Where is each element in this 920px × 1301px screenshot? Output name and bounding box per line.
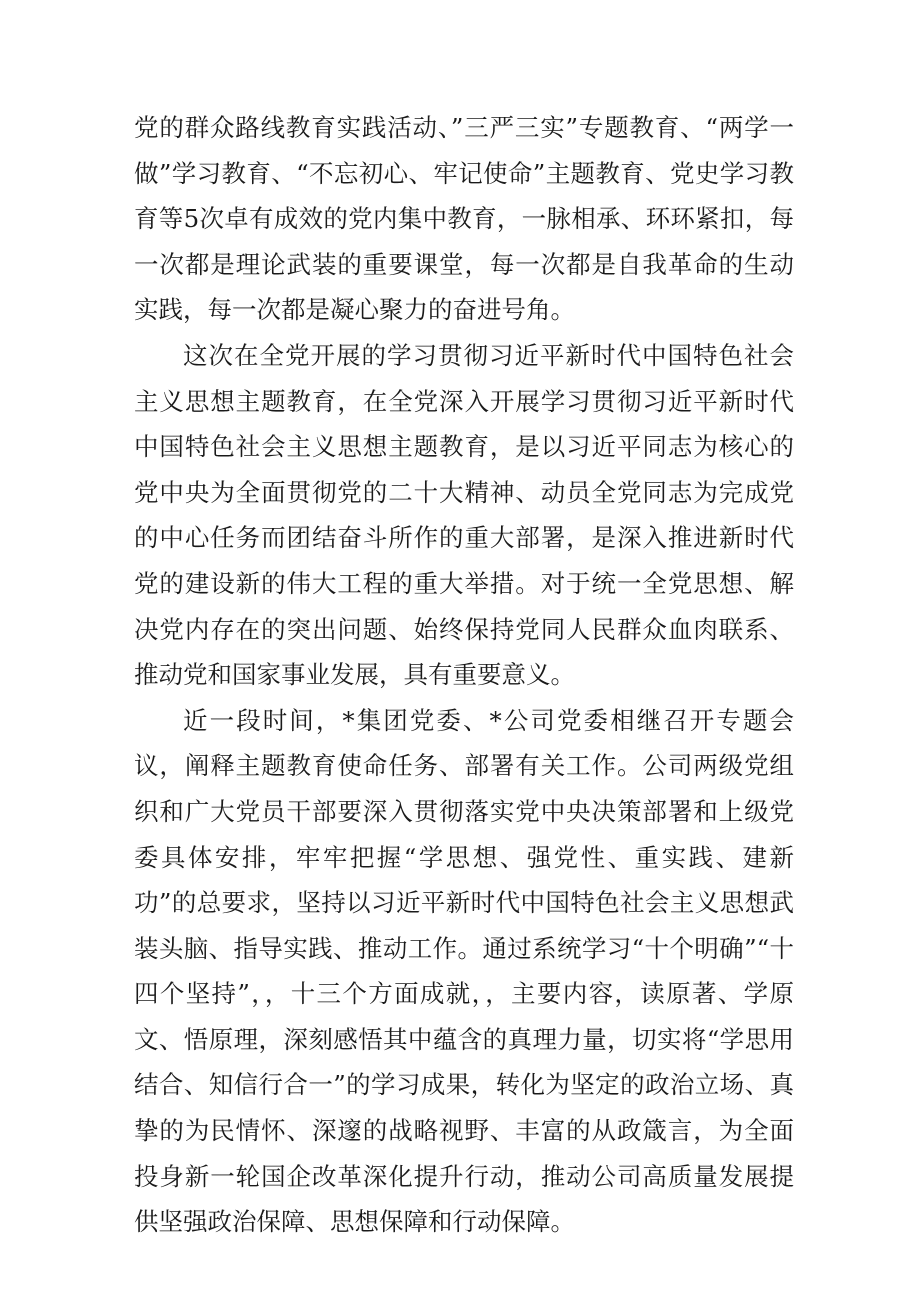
document-body xyxy=(134,105,794,1245)
paragraph-theme-education: 这次在全党开展的学习贯彻习近平新时代中国特色社会主义思想主题教育，在全党深入开展学习贯彻习近平新时代中国特色社会主义思想主题教育，是以习近平同志为核心的党中央为全面贯彻党的二十大精神、动员全党同志为完成党的中心任务而团结奋斗所作的重大部署，是深入推进新时代党的建设新的伟大工程的重大举措。对于统一全党思想、解决党内存在的突出问题、始终保持党同人民群众血肉联系、推动党和国家事业发展，具有重要意义。 xyxy=(134,340,794,690)
paragraph-company-deployment: 近一段时间，*集团党委、*公司党委相继召开专题会议，阐释主题教育使命任务、部署有关工作。公司两级党组织和广大党员干部要深入贯彻落实党中央决策部署和上级党委具体安排，牢牢把握“学思想、强党性、重实践、建新功”的总要求，坚持以习近平新时代中国特色社会主义思想武装头脑、指导实践、推动工作。通过系统学习“十个明确”“十四个坚持”，，十三个方面成就，，主要内容，读原著、学原文、悟原理，深刻感悟其中蕴含的真理力量，切实将“学思用结合、知信行合一”的学习成果，转化为坚定的政治立场、真挚的为民情怀、深邃的战略视野、丰富的从政箴言，为全面投身新一轮国企改革深化提升行动，推动公司高质量发展提供坚强政治保障、思想保障和行动保障。 xyxy=(134,705,794,1237)
paragraph-continued: 党的群众路线教育实践活动、”三严三实”专题教育、“两学一做”学习教育、“不忘初心、牢记使命”主题教育、党史学习教育等5次卓有成效的党内集中教育，一脉相承、环环紧扣，每一次都是理论武装的重要课堂，每一次都是自我革命的生动实践，每一次都是凝心聚力的奋进号角。 xyxy=(134,113,794,325)
